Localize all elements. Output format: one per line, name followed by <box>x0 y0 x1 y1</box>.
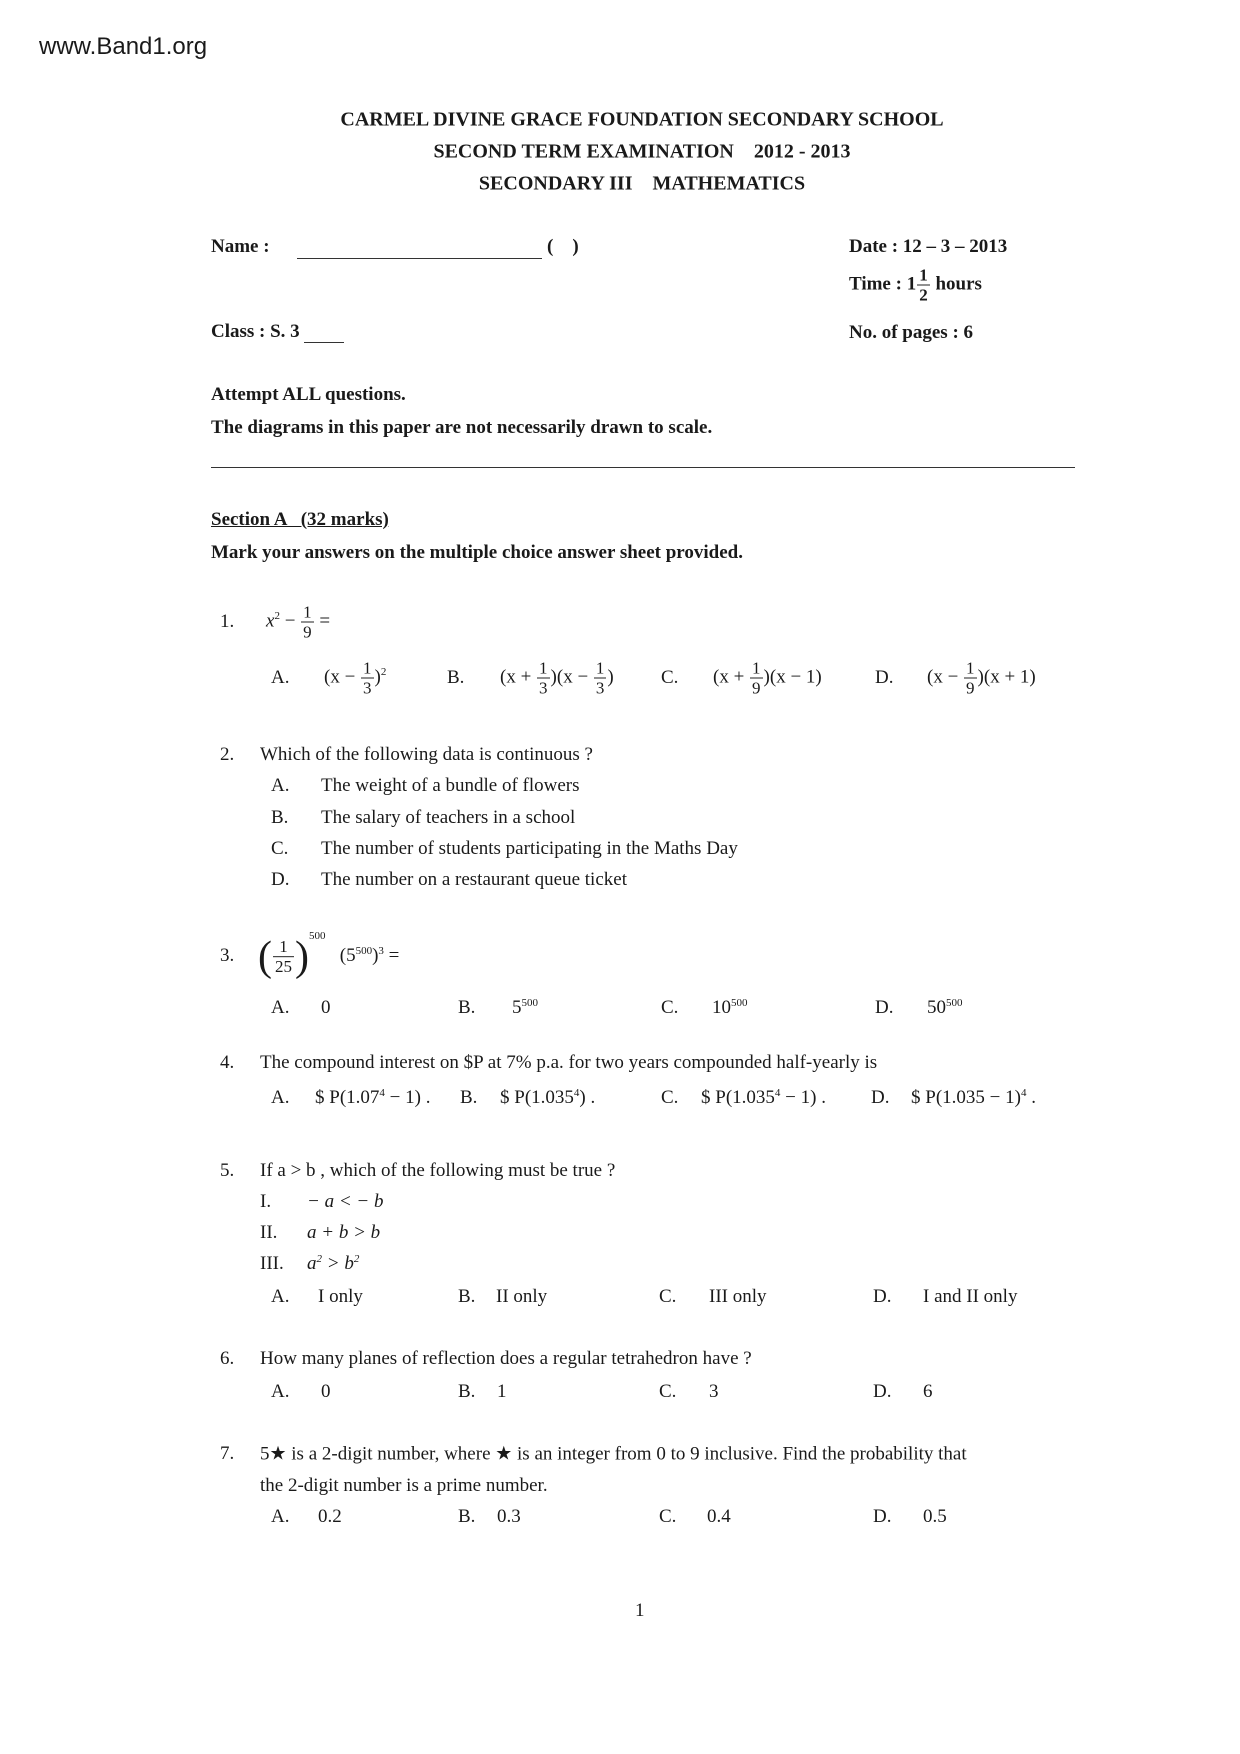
exp: 2 <box>353 1252 360 1265</box>
q5-option-d: I and II only <box>923 1286 1018 1307</box>
q2-option-b: The salary of teachers in a school <box>321 807 576 828</box>
t: . <box>1026 1087 1036 1109</box>
subject-title: SECONDARY III MATHEMATICS <box>478 172 806 195</box>
q1-option-c <box>713 659 822 698</box>
q5-roman-2: II. <box>260 1222 278 1243</box>
t: = <box>383 945 400 967</box>
fraction: $\frac{1}{25}$ <box>275 937 292 977</box>
t: 0 <box>321 997 331 1018</box>
q5-stem: If a > b , which of the following must be true ? <box>260 1160 616 1181</box>
exp: 4 <box>379 1086 385 1099</box>
t: $ P(1.035 <box>701 1087 775 1109</box>
t: ) <box>372 945 379 967</box>
q1-letter-b: B. <box>447 667 465 688</box>
q5-option-a: I only <box>318 1286 363 1307</box>
t: (5 <box>339 945 356 967</box>
q4-number: 4. <box>220 1052 235 1073</box>
q4-option-a <box>315 1087 430 1109</box>
t: (x − <box>324 666 361 688</box>
q2-letter-a: A. <box>271 775 290 796</box>
school-name: CARMEL DIVINE GRACE FOUNDATION SECONDARY SCHOOL <box>340 108 944 131</box>
q1-option-d <box>927 659 1036 698</box>
q5-roman-3: III. <box>260 1253 284 1274</box>
var: x <box>266 610 275 632</box>
time-label: Time : 1 <box>849 273 917 295</box>
q1-option-b <box>500 659 614 698</box>
q3-option-a <box>321 997 331 1019</box>
q5-option-b: II only <box>496 1286 548 1307</box>
q4-option-c <box>701 1087 826 1109</box>
t: 5 <box>512 997 522 1019</box>
t: (x + <box>713 666 750 688</box>
q4-stem: The compound interest on $P at 7% p.a. for two years compounded half-yearly is <box>260 1052 878 1073</box>
section-title: Section A (32 marks) <box>211 509 389 530</box>
page-number: 1 <box>635 1600 645 1621</box>
paren-close: ) <box>295 933 309 980</box>
t: (x − <box>927 666 964 688</box>
q6-letter-a: A. <box>271 1381 290 1402</box>
q3-letter-b: B. <box>458 997 476 1018</box>
q4-letter-a: A. <box>271 1087 290 1108</box>
exam-date: Date : 12 – 3 – 2013 <box>849 236 1008 257</box>
t: )(x − <box>550 666 593 688</box>
t: − 1) . <box>780 1087 826 1109</box>
t: ) <box>374 666 381 688</box>
q7-letter-a: A. <box>271 1506 290 1527</box>
exp: 2 <box>274 610 280 623</box>
q7-option-d: 0.5 <box>923 1506 947 1527</box>
q2-stem: Which of the following data is continuous ? <box>260 744 593 765</box>
q3-letter-c: C. <box>661 997 679 1018</box>
q3-letter-a: A. <box>271 997 290 1018</box>
t: $ P(1.07 <box>315 1087 380 1109</box>
exp: 3 <box>378 944 384 957</box>
class-number-paren: ( ) <box>547 236 579 257</box>
q1-letter-d: D. <box>875 667 894 688</box>
q6-letter-c: C. <box>659 1381 677 1402</box>
q2-number: 2. <box>220 744 235 765</box>
q7-letter-c: C. <box>659 1506 677 1527</box>
class-label: Class : S. 3 <box>211 321 300 342</box>
q3-stem <box>258 930 399 978</box>
t: (x + <box>500 666 537 688</box>
q2-option-a: The weight of a bundle of flowers <box>321 775 580 796</box>
t: a <box>307 1253 317 1275</box>
q6-letter-b: B. <box>458 1381 476 1402</box>
q4-letter-b: B. <box>460 1087 478 1108</box>
class-field <box>211 321 344 343</box>
fraction: $\frac{1}{3}$ <box>363 658 372 698</box>
q3-option-b <box>512 997 538 1019</box>
q5-letter-b: B. <box>458 1286 476 1307</box>
q3-number: 3. <box>220 945 235 966</box>
q5-statement-3 <box>307 1253 359 1275</box>
t: $ P(1.035 − 1) <box>911 1087 1021 1109</box>
q6-option-a: 0 <box>321 1381 331 1402</box>
q7-letter-b: B. <box>458 1506 476 1527</box>
t: )(x + 1) <box>977 666 1036 688</box>
q6-letter-d: D. <box>873 1381 892 1402</box>
exam-title: SECOND TERM EXAMINATION 2012 - 2013 <box>433 140 851 163</box>
exp: 500 <box>521 996 538 1009</box>
q6-option-c: 3 <box>709 1381 719 1402</box>
name-label: Name : <box>211 236 270 257</box>
q2-letter-c: C. <box>271 838 289 859</box>
t: $ P(1.035 <box>500 1087 574 1109</box>
fraction: $\frac{1}{3}$ <box>539 658 548 698</box>
q1-letter-a: A. <box>271 667 290 688</box>
exp: 4 <box>774 1086 781 1099</box>
q7-letter-d: D. <box>873 1506 892 1527</box>
name-blank <box>297 240 542 259</box>
q5-number: 5. <box>220 1160 235 1181</box>
section-note: Mark your answers on the multiple choice answer sheet provided. <box>211 542 743 563</box>
q5-roman-1: I. <box>260 1191 272 1212</box>
class-blank <box>304 326 344 343</box>
q5-option-c: III only <box>709 1286 767 1307</box>
t: ) <box>607 666 614 688</box>
q3-letter-d: D. <box>875 997 894 1018</box>
q3-option-c <box>712 997 748 1019</box>
q2-option-c: The number of students participating in the Maths Day <box>321 838 738 859</box>
q5-letter-d: D. <box>873 1286 892 1307</box>
t: 50 <box>927 997 946 1019</box>
exp: 2 <box>316 1252 322 1265</box>
t: ) . <box>579 1087 596 1109</box>
q1-number: 1. <box>220 611 235 632</box>
q1-option-a <box>324 659 386 698</box>
time-unit: hours <box>935 273 982 295</box>
exp: 2 <box>380 666 387 679</box>
q6-option-b: 1 <box>497 1381 507 1402</box>
q1-letter-c: C. <box>661 667 679 688</box>
fraction: $\frac{1}{9}$ <box>966 658 975 698</box>
exp: 4 <box>573 1086 580 1099</box>
q2-letter-d: D. <box>271 869 290 890</box>
t: 10 <box>712 997 731 1019</box>
q2-option-d: The number on a restaurant queue ticket <box>321 869 627 890</box>
q6-number: 6. <box>220 1348 235 1369</box>
exp: 500 <box>731 996 748 1009</box>
watermark: www.Band1.org <box>39 33 208 60</box>
exp: 500 <box>355 944 373 957</box>
q7-option-c: 0.4 <box>707 1506 731 1527</box>
exp: 500 <box>946 996 963 1009</box>
time-fraction: $\frac{1}{2}$ <box>919 265 928 305</box>
q5-statement-2: a + b > b <box>307 1222 381 1243</box>
fraction: $\frac{1}{9}$ <box>303 602 312 642</box>
q6-stem: How many planes of reflection does a regular tetrahedron have ? <box>260 1348 752 1369</box>
q7-stem-line2: the 2-digit number is a prime number. <box>260 1475 548 1496</box>
q4-letter-c: C. <box>661 1087 679 1108</box>
fraction: $\frac{1}{3}$ <box>595 658 605 698</box>
t: > b <box>322 1253 354 1275</box>
paren-open: ( <box>258 933 272 980</box>
op: = <box>314 610 331 632</box>
t: − 1) . <box>384 1087 431 1109</box>
page-count: No. of pages : 6 <box>849 322 974 343</box>
instruction-2: The diagrams in this paper are not necessarily drawn to scale. <box>211 417 713 438</box>
fraction: $\frac{1}{9}$ <box>752 658 761 698</box>
q2-letter-b: B. <box>271 807 289 828</box>
q7-stem-line1: 5★ is a 2-digit number, where ★ is an integer from 0 to 9 inclusive. Find the probability that <box>260 1443 967 1465</box>
q4-option-d <box>911 1087 1036 1109</box>
q5-letter-a: A. <box>271 1286 290 1307</box>
exam-time <box>849 266 982 305</box>
q3-option-d <box>927 997 963 1019</box>
divider <box>211 467 1075 468</box>
exp: 500 <box>309 930 326 943</box>
q1-stem <box>266 603 330 642</box>
q4-letter-d: D. <box>871 1087 890 1108</box>
q6-option-d: 6 <box>923 1381 933 1402</box>
q7-number: 7. <box>220 1443 235 1464</box>
q7-option-a: 0.2 <box>318 1506 342 1527</box>
t: )(x − 1) <box>763 666 822 688</box>
q4-option-b <box>500 1087 595 1109</box>
q7-option-b: 0.3 <box>497 1506 521 1527</box>
instruction-1: Attempt ALL questions. <box>211 384 406 405</box>
op: − <box>279 610 301 632</box>
q5-statement-1: − a < − b <box>307 1191 384 1212</box>
q5-letter-c: C. <box>659 1286 677 1307</box>
exp: 4 <box>1020 1086 1027 1099</box>
